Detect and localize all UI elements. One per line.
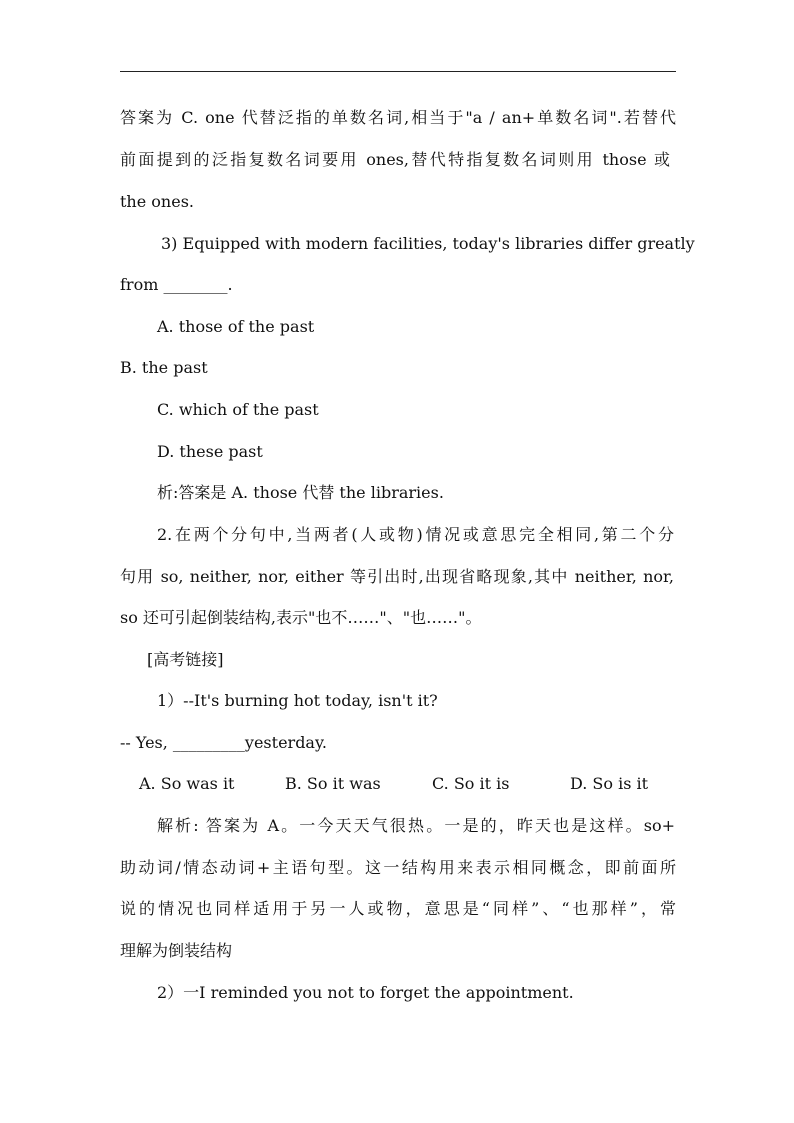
question-1-prompt: 1）--It's burning hot today, isn't it? (157, 691, 438, 710)
paragraph-1-line-1: 答案为 C. one 代替泛指的单数名词,相当于"a / an+单数名词".若替代 (120, 108, 676, 127)
question-3-analysis: 析:答案是 A. those 代替 the libraries. (157, 483, 444, 502)
question-3-option-b: B. the past (120, 358, 208, 377)
question-3-option-d: D. these past (157, 442, 263, 461)
question-1-reply: -- Yes, _________yesterday. (120, 733, 327, 752)
question-2-prompt: 2）一I reminded you not to forget the appointment. (157, 983, 574, 1002)
paragraph-2-line-2: 句用 so, neither, nor, either 等引出时,出现省略现象,其中 neither, nor, (120, 567, 674, 586)
answer-1-line-3: 说的情况也同样适用于另一人或物，意思是“同样”、“也那样”，常 (120, 899, 676, 918)
question-3-line-1: 3) Equipped with modern facilities, today's libraries differ greatly (161, 234, 695, 253)
answer-1-line-4: 理解为倒装结构 (120, 941, 233, 960)
answer-1-line-1: 解析: 答案为 A。一今天天气很热。一是的，昨天也是这样。so+ (157, 816, 675, 835)
question-1-option-c: C. So it is (432, 774, 510, 793)
question-3-option-a: A. those of the past (157, 317, 315, 336)
paragraph-1-line-3: the ones. (120, 192, 194, 211)
question-1-option-b: B. So it was (285, 774, 381, 793)
question-3-option-c: C. which of the past (157, 400, 319, 419)
question-1-option-d: D. So is it (570, 774, 649, 793)
question-1-option-a: A. So was it (139, 774, 235, 793)
paragraph-1-line-2: 前面提到的泛指复数名词要用 ones,替代特指复数名词则用 those 或 (120, 150, 670, 169)
paragraph-2-line-1: 2.在两个分句中,当两者(人或物)情况或意思完全相同,第二个分 (157, 525, 674, 544)
question-3-line-2: from ________. (120, 275, 233, 294)
link-heading: [高考链接] (147, 650, 224, 669)
header-rule (120, 71, 676, 72)
answer-1-line-2: 助动词/情态动词+主语句型。这一结构用来表示相同概念，即前面所 (120, 858, 676, 877)
paragraph-2-line-3: so 还可引起倒装结构,表示"也不……"、"也……"。 (120, 608, 482, 627)
